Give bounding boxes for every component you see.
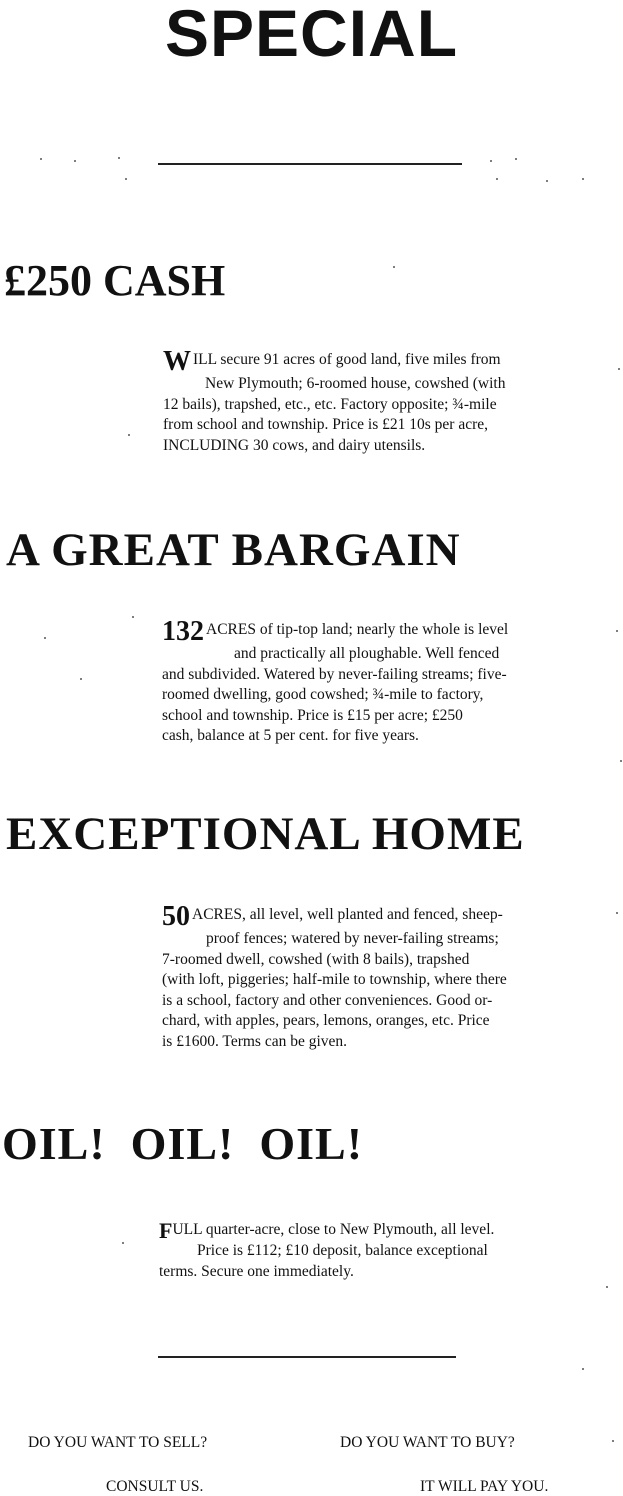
scan-speck xyxy=(74,160,76,162)
footer-buy-answer: IT WILL PAY YOU. xyxy=(420,1478,549,1495)
text-line: is £1600. Terms can be given. xyxy=(162,1032,348,1050)
text-line: cash, balance at 5 per cent. for five years. xyxy=(162,727,419,744)
section-body-bargain xyxy=(162,616,594,747)
top-divider xyxy=(158,163,462,165)
text-line: New Plymouth; 6-roomed house, cowshed (with xyxy=(205,375,506,392)
scan-speck xyxy=(620,760,622,762)
dropcap: W xyxy=(163,346,191,377)
scan-speck xyxy=(125,178,127,180)
scan-speck xyxy=(582,1368,584,1370)
scan-speck xyxy=(618,368,620,370)
scan-speck xyxy=(616,630,618,632)
section-heading-bargain: A GREAT BARGAIN xyxy=(6,524,461,576)
section-heading-cash: £250 CASH xyxy=(4,256,226,305)
dropcap: F xyxy=(159,1218,173,1243)
text-line: 7-roomed dwell, cowshed (with 8 bails), trapshed xyxy=(162,950,470,968)
text-line: and practically all ploughable. Well fenced xyxy=(234,645,500,662)
text-line: 12 bails), trapshed, etc., etc. Factory opposite; ¾-mile xyxy=(163,395,497,413)
scan-speck xyxy=(496,178,498,180)
scan-speck xyxy=(132,616,134,618)
section-body-oil xyxy=(159,1220,591,1282)
dropcap: 132 xyxy=(162,616,204,647)
scan-speck xyxy=(612,1440,614,1442)
text-line: proof fences; watered by never-failing streams; xyxy=(206,930,499,947)
text-line: roomed dwelling, good cowshed; ¾-mile to factory, xyxy=(162,686,484,703)
scan-speck xyxy=(582,178,584,180)
text-line: ULL quarter-acre, close to New Plymouth, all level. xyxy=(172,1221,495,1238)
scan-speck xyxy=(606,1286,608,1288)
text-line: ACRES, all level, well planted and fenced, sheep- xyxy=(192,906,503,923)
scan-speck xyxy=(393,266,395,268)
scan-speck xyxy=(515,158,517,160)
footer-sell-question: DO YOU WANT TO SELL? xyxy=(28,1434,208,1451)
text-line: ILL secure 91 acres of good land, five miles from xyxy=(193,351,501,368)
section-heading-oil: OIL! OIL! OIL! xyxy=(2,1118,364,1169)
section-body-cash xyxy=(163,346,595,456)
scan-speck xyxy=(80,678,82,680)
text-line: and subdivided. Watered by never-failing streams; five- xyxy=(162,665,507,683)
scan-speck xyxy=(546,180,548,182)
text-line: (with loft, piggeries; half-mile to township, where there xyxy=(162,971,507,988)
text-line: terms. Secure one immediately. xyxy=(159,1262,354,1280)
text-line: ACRES of tip-top land; nearly the whole is level xyxy=(206,621,509,638)
footer-sell-answer: CONSULT US. xyxy=(106,1478,204,1495)
scan-speck xyxy=(616,912,618,914)
text-line: Price is £112; £10 deposit, balance exceptional xyxy=(197,1242,488,1259)
scan-speck xyxy=(128,434,130,436)
bottom-divider xyxy=(158,1356,456,1358)
text-line: INCLUDING 30 cows, and dairy utensils. xyxy=(163,436,426,454)
section-body-home xyxy=(162,901,594,1052)
text-line: chard, with apples, pears, lemons, oranges, etc. Price xyxy=(162,1012,490,1029)
scan-speck xyxy=(118,157,120,159)
footer-buy-question: DO YOU WANT TO BUY? xyxy=(340,1434,515,1451)
page-title: SPECIAL xyxy=(164,0,459,70)
scan-speck xyxy=(122,1242,124,1244)
dropcap: 50 xyxy=(162,901,190,932)
scan-speck xyxy=(40,158,42,160)
scan-speck xyxy=(490,160,492,162)
text-line: is a school, factory and other conveniences. Good or- xyxy=(162,991,493,1009)
scan-speck xyxy=(44,637,46,639)
text-line: from school and township. Price is £21 10s per acre, xyxy=(163,416,489,433)
text-line: school and township. Price is £15 per acre; £250 xyxy=(162,706,463,724)
section-heading-home: EXCEPTIONAL HOME xyxy=(6,808,525,860)
